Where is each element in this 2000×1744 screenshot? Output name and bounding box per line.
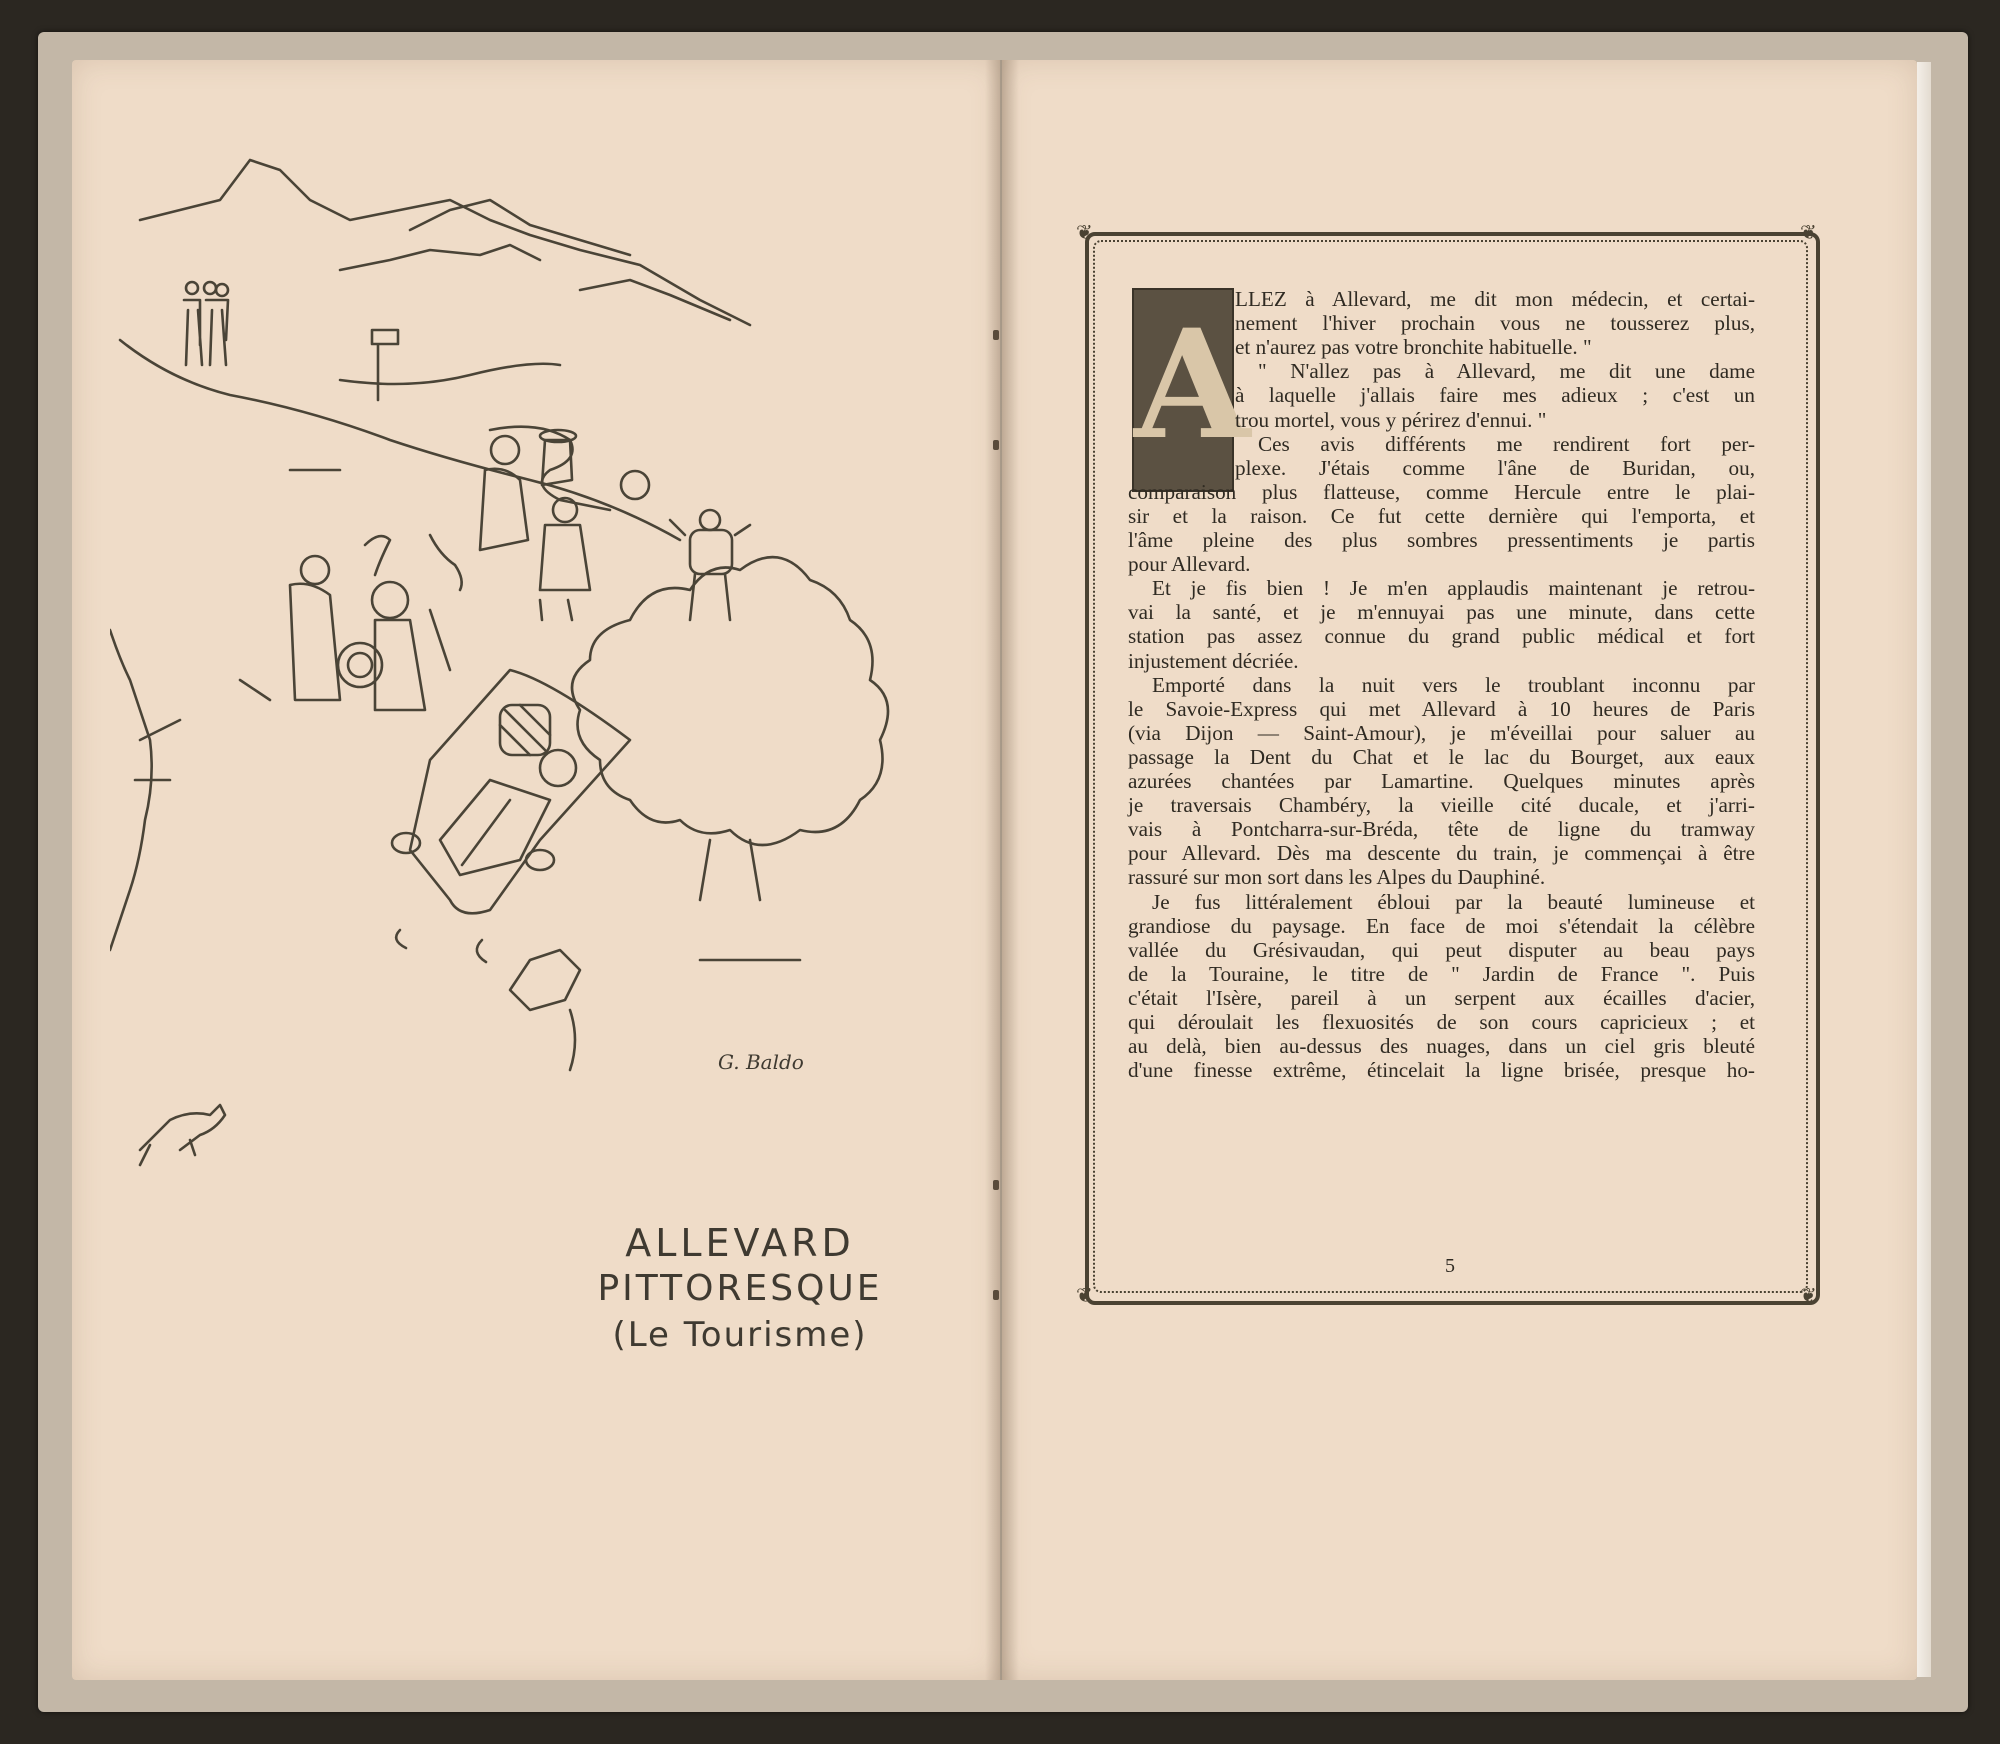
text-line: je traversais Chambéry, la vieille cité ducale, et j'arri- (1128, 793, 1755, 818)
text-line: Je fus littéralement ébloui par la beauté lumineuse et (1152, 889, 1755, 914)
text-line: (via Dijon — Saint-Amour), je m'éveillai pour saluer au (1128, 720, 1755, 745)
text-line: au delà, bien au-dessus des nuages, dans un ciel gris bleuté (1128, 1034, 1755, 1059)
text-line: trou mortel, vous y périrez d'ennui. " (1235, 407, 1547, 432)
text-line: pour Allevard. (1128, 552, 1251, 577)
text-line: Ces avis différents me rendirent fort per- (1258, 431, 1755, 456)
text-line: plexe. J'étais comme l'âne de Buridan, ou, (1235, 455, 1755, 480)
stitch (993, 330, 999, 340)
text-line: injustement décriée. (1128, 648, 1299, 673)
text-line: Emporté dans la nuit vers le troublant inconnu par (1152, 672, 1755, 697)
text-line: nement l'hiver prochain vous ne tousserez plus, (1235, 311, 1755, 336)
page-edges (1917, 62, 1931, 1677)
text-line: grandiose du paysage. En face de moi s'étendait la célèbre (1128, 913, 1755, 938)
text-line: LLEZ à Allevard, me dit mon médecin, et certai- (1235, 287, 1755, 311)
text-line: passage la Dent du Chat et le lac du Bourget, aux eaux (1128, 744, 1755, 769)
text-line: c'était l'Isère, pareil à un serpent aux écailles d'acier, (1128, 985, 1755, 1010)
drop-cap-letter: A (1134, 297, 1251, 473)
stitch (993, 440, 999, 450)
text-line: Et je fis bien ! Je m'en applaudis maintenant je retrou- (1152, 576, 1755, 601)
tourism-illustration (110, 140, 930, 1200)
text-line: sir et la raison. Ce fut cette dernière qui l'emporta, et (1128, 503, 1755, 528)
caption-line-3: (Le Tourisme) (612, 1315, 868, 1355)
text-line: l'âme pleine des plus sombres pressentiments je partis (1128, 528, 1755, 552)
text-line: vallée du Grésivaudan, qui peut disputer au beau pays (1128, 937, 1755, 962)
text-line: à laquelle j'allais faire mes adieux ; c'est un (1235, 383, 1755, 408)
page-number: 5 (1445, 1255, 1455, 1277)
text-line: d'une finesse extrême, étincelait la ligne brisée, presque ho- (1128, 1058, 1755, 1083)
stitch (993, 1290, 999, 1300)
corner-ornament-icon: ❦ (1076, 1283, 1093, 1307)
text-line: station pas assez connue du grand public médical et fort (1128, 624, 1755, 649)
corner-ornament-icon: ❦ (1800, 220, 1817, 244)
text-line: " N'allez pas à Allevard, me dit une dame (1258, 359, 1755, 384)
caption-line-1: ALLEVARD (625, 1221, 855, 1265)
drop-cap (1132, 288, 1251, 492)
stitch (993, 1180, 999, 1190)
text-line: de la Touraine, le titre de " Jardin de France ". Puis (1128, 961, 1755, 986)
text-line: azurées chantées par Lamartine. Quelques minutes après (1128, 769, 1755, 793)
illustrator-signature: G. Baldo (718, 1050, 804, 1074)
text-line: et n'aurez pas votre bronchite habituelle. " (1235, 335, 1592, 360)
text-line: vai la santé, et je m'ennuyai pas une minute, dans cette (1128, 600, 1755, 625)
text-line: le Savoie-Express qui met Allevard à 10 heures de Paris (1128, 696, 1755, 721)
caption-line-2: PITTORESQUE (597, 1268, 883, 1309)
corner-ornament-icon: ❦ (1800, 1283, 1817, 1307)
text-line: comparaison plus flatteuse, comme Hercule entre le plai- (1128, 479, 1755, 504)
corner-ornament-icon: ❦ (1076, 220, 1093, 244)
text-line: vais à Pontcharra-sur-Bréda, tête de ligne du tramway (1128, 817, 1755, 842)
text-line: pour Allevard. Dès ma descente du train, je commençai à être (1128, 841, 1755, 866)
illustration-caption (560, 1220, 920, 1358)
text-line: rassuré sur mon sort dans les Alpes du Dauphiné. (1128, 865, 1546, 890)
text-line: qui déroulait les flexuosités de son cours capricieux ; et (1128, 1010, 1755, 1034)
spine-fold (985, 60, 1019, 1680)
